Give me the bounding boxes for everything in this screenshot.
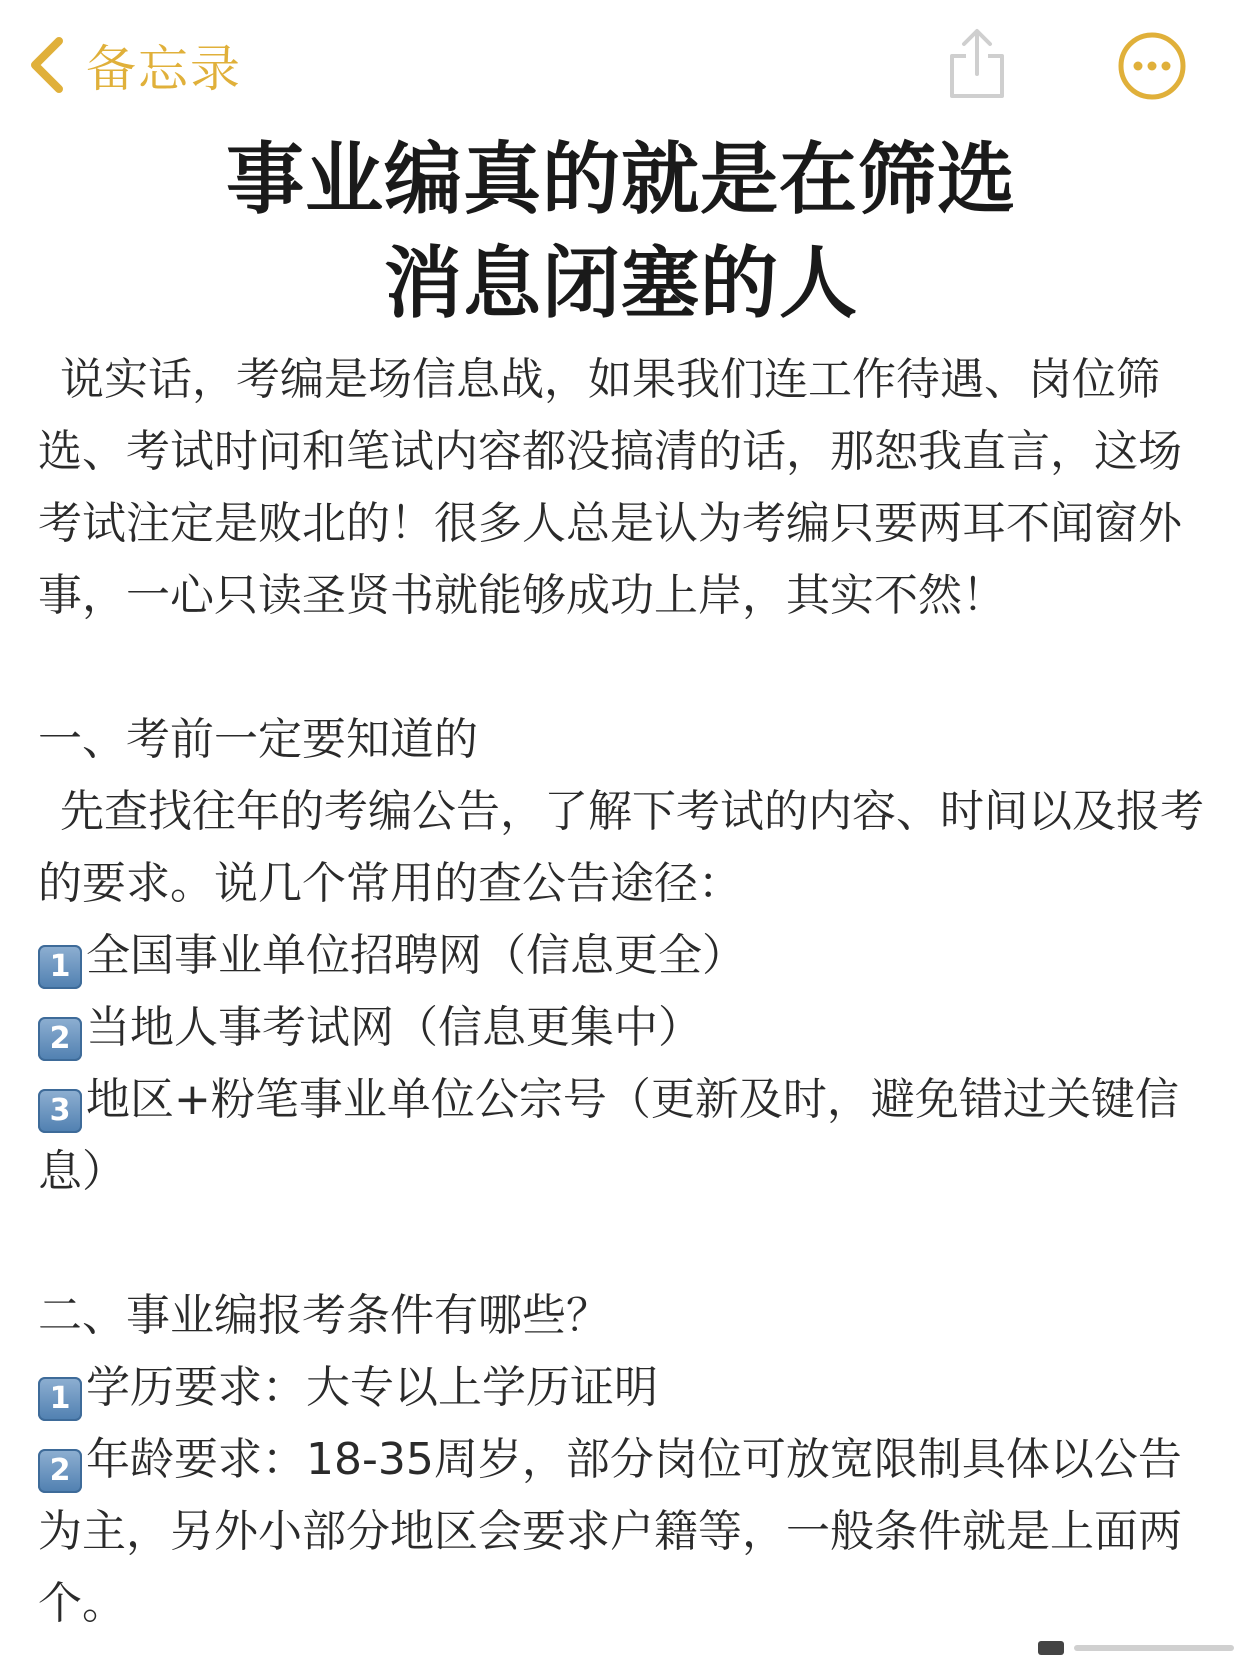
scroll-indicator[interactable] xyxy=(1038,1641,1238,1655)
note-title xyxy=(0,128,1242,336)
note-body xyxy=(38,344,1220,1640)
spacer xyxy=(38,632,1220,704)
list-item: 2 年龄要求：18-35周岁，部分岗位可放宽限制具体以公告为主，另外小部分地区会要求户籍等，一般条件就是上面两个。 xyxy=(38,1434,1182,1629)
scroll-thumb[interactable] xyxy=(1038,1641,1064,1655)
chevron-left-icon xyxy=(28,36,64,94)
more-ellipsis-icon xyxy=(1117,86,1187,105)
keycap-3-icon: 3 xyxy=(38,1089,82,1133)
share-icon xyxy=(944,87,1010,106)
section-1-text: 先查找往年的考编公告，了解下考试的内容、时间以及报考的要求。说几个常用的查公告途径： xyxy=(38,786,1204,909)
more-button[interactable] xyxy=(1117,31,1187,101)
section-1-heading: 一、考前一定要知道的 xyxy=(38,714,478,765)
list-item: 3 地区+粉笔事业单位公宗号（更新及时，避免错过关键信息） xyxy=(38,1074,1179,1197)
keycap-2-icon: 2 xyxy=(38,1449,82,1493)
list-item: 1 全国事业单位招聘网（信息更全） xyxy=(38,920,1220,992)
keycap-1-icon: 1 xyxy=(38,1377,82,1421)
intro-paragraph: 说实话，考编是场信息战，如果我们连工作待遇、岗位筛选、考试时问和笔试内容都没搞清的话，那恕我直言，这场考试注定是败北的！很多人总是认为考编只要两耳不闻窗外事，一心只读圣贤书就能够成功上岸，其实不然！ xyxy=(38,354,1182,621)
keycap-2-icon: 2 xyxy=(38,1017,82,1061)
share-button[interactable] xyxy=(944,26,1010,102)
back-label: 备忘录 xyxy=(86,40,242,98)
title-line-2: 消息闭塞的人 xyxy=(383,239,858,329)
list-item: 1 学历要求：大专以上学历证明 xyxy=(38,1352,1220,1424)
navigation-bar xyxy=(0,0,1242,130)
section-2-heading: 二、事业编报考条件有哪些？ xyxy=(38,1290,610,1341)
title-line-1: 事业编真的就是在筛选 xyxy=(225,135,1016,225)
keycap-1-icon: 1 xyxy=(38,945,82,989)
scroll-track xyxy=(1074,1645,1234,1651)
back-button[interactable] xyxy=(28,30,242,100)
list-item: 2 当地人事考试网（信息更集中） xyxy=(38,992,1220,1064)
spacer xyxy=(38,1208,1220,1280)
